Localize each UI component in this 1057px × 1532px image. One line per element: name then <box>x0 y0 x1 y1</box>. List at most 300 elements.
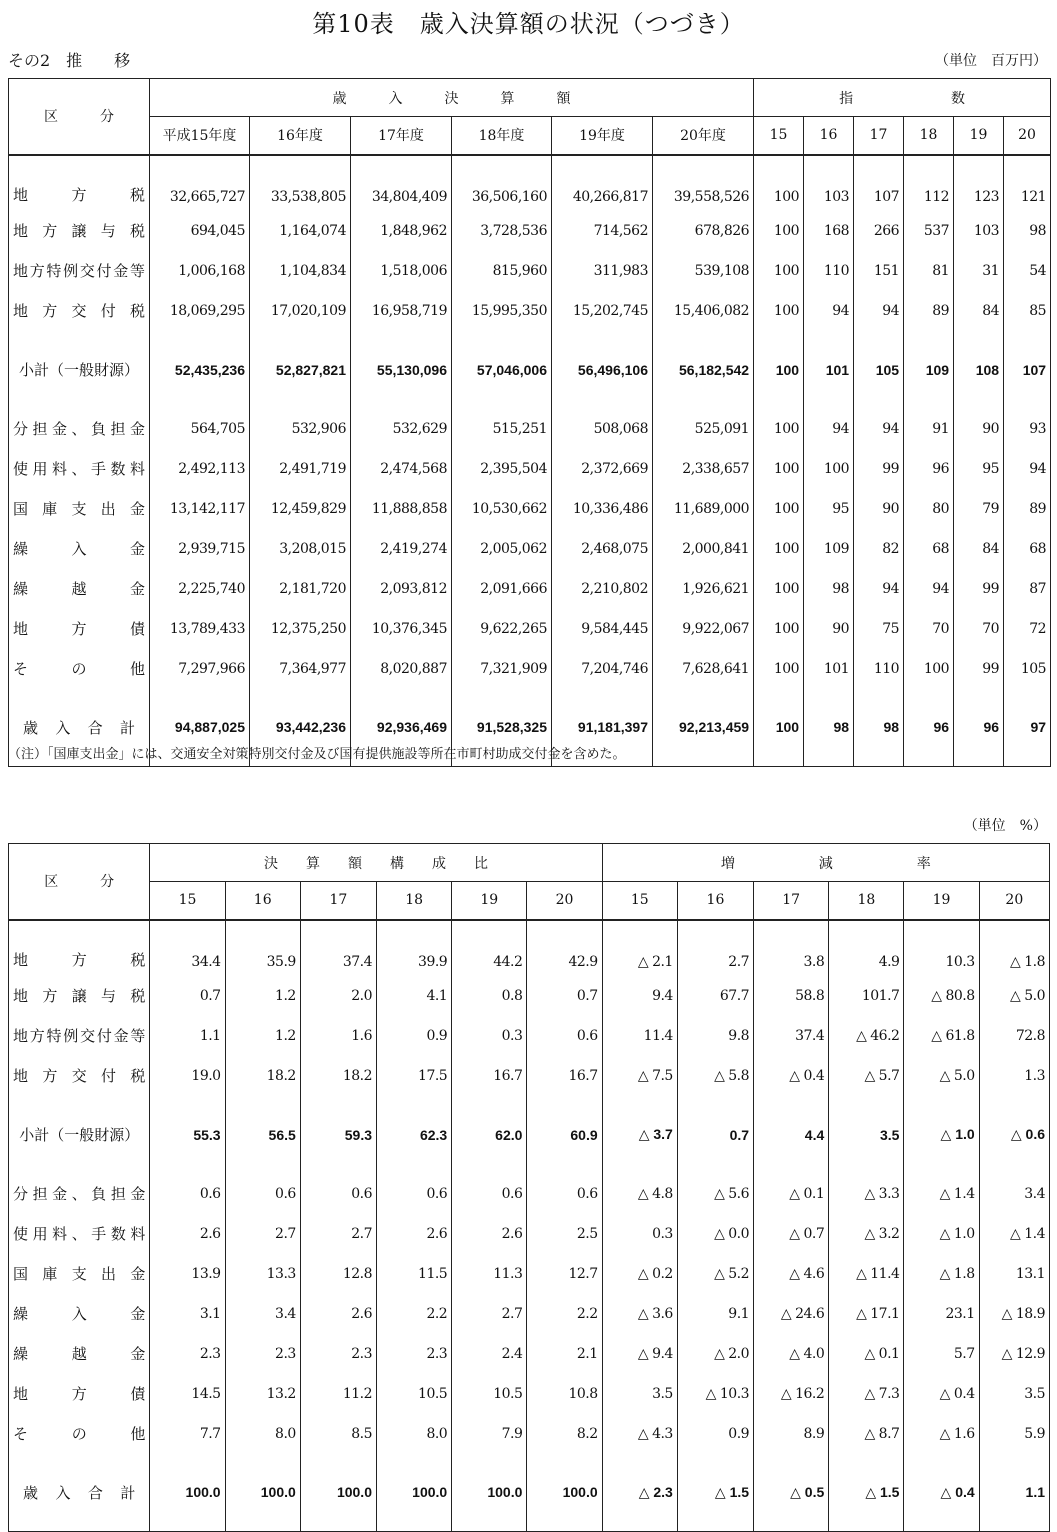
table-row <box>9 1056 1050 1096</box>
value-cell: 10,376,345 <box>351 609 452 649</box>
value-cell: △ 10.3 <box>677 1374 753 1414</box>
table-row <box>9 291 1051 331</box>
value-cell: 100.0 <box>150 1454 225 1532</box>
table-row <box>9 1096 1050 1174</box>
value-cell: 311,983 <box>552 251 653 291</box>
value-cell: △ 5.8 <box>677 1056 753 1096</box>
value-cell: 109 <box>904 331 954 409</box>
value-cell: △ 80.8 <box>904 976 979 1016</box>
value-cell: 11.3 <box>452 1254 527 1294</box>
value-cell: △ 4.3 <box>602 1414 677 1454</box>
value-cell: 508,068 <box>552 409 653 449</box>
table-row <box>9 1374 1050 1414</box>
value-cell: 72 <box>1004 609 1051 649</box>
value-cell: △ 4.0 <box>754 1334 829 1374</box>
value-cell: 94 <box>854 569 904 609</box>
value-cell: 2.4 <box>452 1334 527 1374</box>
value-cell: 100 <box>754 211 804 251</box>
value-cell: 2,181,720 <box>250 569 351 609</box>
value-cell: 100.0 <box>452 1454 527 1532</box>
column-header: 20 <box>1004 117 1051 155</box>
row-label: 小計（一般財源） <box>9 331 150 409</box>
value-cell: 35.9 <box>225 920 300 976</box>
value-cell: 7.7 <box>150 1414 225 1454</box>
column-header: 16 <box>677 882 753 920</box>
value-cell: 3.4 <box>979 1174 1049 1214</box>
value-cell: 564,705 <box>150 409 250 449</box>
value-cell: △ 2.3 <box>602 1454 677 1532</box>
value-cell: 2,492,113 <box>150 449 250 489</box>
value-cell: 694,045 <box>150 211 250 251</box>
group-header-index: 指 数 <box>754 79 1051 117</box>
column-header: 19 <box>904 882 979 920</box>
value-cell: 1.1 <box>979 1454 1049 1532</box>
value-cell: 7,364,977 <box>250 649 351 689</box>
value-cell: 1,164,074 <box>250 211 351 251</box>
row-label: 地 方 交 付 税 <box>9 1056 150 1096</box>
value-cell: 96 <box>904 689 954 767</box>
column-header: 20年度 <box>653 117 754 155</box>
value-cell: 0.6 <box>150 1174 225 1214</box>
row-label: 繰 越 金 <box>9 1334 150 1374</box>
value-cell: 532,629 <box>351 409 452 449</box>
value-cell: 94,887,025 <box>150 689 250 767</box>
table-row <box>9 1254 1050 1294</box>
value-cell: 13.3 <box>225 1254 300 1294</box>
value-cell: 10,530,662 <box>452 489 552 529</box>
row-label: 地 方 税 <box>9 155 150 211</box>
value-cell: 94 <box>854 291 904 331</box>
value-cell: 0.6 <box>527 1174 602 1214</box>
value-cell: 1.1 <box>150 1016 225 1056</box>
group-header-amount: 歳 入 決 算 額 <box>150 79 754 117</box>
row-label: 地 方 譲 与 税 <box>9 976 150 1016</box>
value-cell: 9.4 <box>602 976 677 1016</box>
value-cell: 0.6 <box>225 1174 300 1214</box>
value-cell: 70 <box>904 609 954 649</box>
value-cell: 18.2 <box>225 1056 300 1096</box>
value-cell: △ 4.8 <box>602 1174 677 1214</box>
value-cell: △ 5.0 <box>979 976 1049 1016</box>
value-cell: △ 46.2 <box>829 1016 904 1056</box>
table-row <box>9 251 1051 291</box>
value-cell: 0.7 <box>150 976 225 1016</box>
value-cell: 15,406,082 <box>653 291 754 331</box>
value-cell: △ 1.8 <box>979 920 1049 976</box>
value-cell: 1.3 <box>979 1056 1049 1096</box>
value-cell: 4.1 <box>377 976 452 1016</box>
value-cell: △ 2.0 <box>677 1334 753 1374</box>
value-cell: 87 <box>1004 569 1051 609</box>
value-cell: 3,208,015 <box>250 529 351 569</box>
value-cell: 2,093,812 <box>351 569 452 609</box>
row-label: 使用料、手数料 <box>9 449 150 489</box>
value-cell: 1,006,168 <box>150 251 250 291</box>
value-cell: 110 <box>804 251 854 291</box>
value-cell: 8.5 <box>300 1414 376 1454</box>
value-cell: 33,538,805 <box>250 155 351 211</box>
value-cell: 2.3 <box>300 1334 376 1374</box>
value-cell: 2.0 <box>300 976 376 1016</box>
value-cell: 11,888,858 <box>351 489 452 529</box>
value-cell: 99 <box>954 649 1004 689</box>
value-cell: △ 0.2 <box>602 1254 677 1294</box>
row-label: 地 方 交 付 税 <box>9 291 150 331</box>
value-cell: 56.5 <box>225 1096 300 1174</box>
table-row <box>9 1454 1050 1532</box>
value-cell: 2.7 <box>677 920 753 976</box>
value-cell: 0.7 <box>527 976 602 1016</box>
page-title: 第10表 歳入決算額の状況（つづき） <box>312 10 745 38</box>
table-row <box>9 569 1051 609</box>
value-cell: 100 <box>754 251 804 291</box>
table-row <box>9 449 1051 489</box>
column-header: 15 <box>754 117 804 155</box>
value-cell: 44.2 <box>452 920 527 976</box>
value-cell: 100.0 <box>300 1454 376 1532</box>
table2-unit: （単位 %） <box>963 818 1047 834</box>
value-cell: 12.7 <box>527 1254 602 1294</box>
value-cell: 2,395,504 <box>452 449 552 489</box>
value-cell: 90 <box>954 409 1004 449</box>
value-cell: 3.1 <box>150 1294 225 1334</box>
value-cell: △ 0.4 <box>904 1374 979 1414</box>
value-cell: 2.2 <box>527 1294 602 1334</box>
value-cell: 9.8 <box>677 1016 753 1056</box>
row-label: 使用料、手数料 <box>9 1214 150 1254</box>
value-cell: 100 <box>754 409 804 449</box>
value-cell: △ 1.5 <box>829 1454 904 1532</box>
value-cell: 2,225,740 <box>150 569 250 609</box>
value-cell: △ 0.4 <box>754 1056 829 1096</box>
value-cell: 37.4 <box>754 1016 829 1056</box>
ratio-table <box>8 843 1050 1532</box>
column-header: 15 <box>150 882 225 920</box>
value-cell: 90 <box>804 609 854 649</box>
value-cell: 9,922,067 <box>653 609 754 649</box>
value-cell: 2.6 <box>452 1214 527 1254</box>
value-cell: 55.3 <box>150 1096 225 1174</box>
value-cell: 1.2 <box>225 1016 300 1056</box>
value-cell: 17.5 <box>377 1056 452 1096</box>
value-cell: 9.1 <box>677 1294 753 1334</box>
value-cell: 68 <box>904 529 954 569</box>
table-row <box>9 1334 1050 1374</box>
value-cell: △ 4.6 <box>754 1254 829 1294</box>
value-cell: 103 <box>954 211 1004 251</box>
corner-header: 区 分 <box>9 79 150 155</box>
value-cell: △ 5.0 <box>904 1056 979 1096</box>
row-label: 地 方 税 <box>9 920 150 976</box>
value-cell: 92,213,459 <box>653 689 754 767</box>
value-cell: 2,091,666 <box>452 569 552 609</box>
value-cell: 168 <box>804 211 854 251</box>
value-cell: 11,689,000 <box>653 489 754 529</box>
value-cell: 1,926,621 <box>653 569 754 609</box>
column-header: 20 <box>527 882 602 920</box>
value-cell: 92,936,469 <box>351 689 452 767</box>
value-cell: △ 1.0 <box>904 1214 979 1254</box>
value-cell: △ 0.5 <box>754 1454 829 1532</box>
value-cell: 7,297,966 <box>150 649 250 689</box>
value-cell: △ 12.9 <box>979 1334 1049 1374</box>
value-cell: 0.3 <box>602 1214 677 1254</box>
value-cell: △ 0.1 <box>829 1334 904 1374</box>
value-cell: 95 <box>804 489 854 529</box>
column-header: 18 <box>904 117 954 155</box>
value-cell: 100 <box>754 155 804 211</box>
value-cell: 3.5 <box>979 1374 1049 1414</box>
value-cell: △ 11.4 <box>829 1254 904 1294</box>
value-cell: 94 <box>804 409 854 449</box>
value-cell: 9,584,445 <box>552 609 653 649</box>
value-cell: 10.5 <box>452 1374 527 1414</box>
value-cell: 0.3 <box>452 1016 527 1056</box>
column-header: 19 <box>452 882 527 920</box>
value-cell: △ 7.3 <box>829 1374 904 1414</box>
value-cell: 266 <box>854 211 904 251</box>
value-cell: 72.8 <box>979 1016 1049 1056</box>
value-cell: 4.9 <box>829 920 904 976</box>
value-cell: 7,321,909 <box>452 649 552 689</box>
value-cell: 32,665,727 <box>150 155 250 211</box>
value-cell: 2,491,719 <box>250 449 351 489</box>
value-cell: 10.3 <box>904 920 979 976</box>
value-cell: △ 0.0 <box>677 1214 753 1254</box>
value-cell: 103 <box>804 155 854 211</box>
table-row <box>9 211 1051 251</box>
value-cell: 100 <box>754 689 804 767</box>
value-cell: 15,202,745 <box>552 291 653 331</box>
value-cell: 2.3 <box>225 1334 300 1374</box>
value-cell: 62.3 <box>377 1096 452 1174</box>
value-cell: 2.6 <box>377 1214 452 1254</box>
row-label: 分担金、負担金 <box>9 409 150 449</box>
value-cell: 4.4 <box>754 1096 829 1174</box>
value-cell: 2.3 <box>377 1334 452 1374</box>
value-cell: 2.7 <box>300 1214 376 1254</box>
row-label: 地 方 債 <box>9 609 150 649</box>
value-cell: 99 <box>954 569 1004 609</box>
value-cell: 7,204,746 <box>552 649 653 689</box>
value-cell: 97 <box>1004 689 1051 767</box>
table1-unit: （単位 百万円） <box>935 53 1047 69</box>
value-cell: 8.0 <box>377 1414 452 1454</box>
value-cell: 100 <box>754 569 804 609</box>
value-cell: 40,266,817 <box>552 155 653 211</box>
value-cell: 93 <box>1004 409 1051 449</box>
value-cell: 31 <box>954 251 1004 291</box>
value-cell: 11.5 <box>377 1254 452 1294</box>
value-cell: 3.5 <box>829 1096 904 1174</box>
value-cell: 79 <box>954 489 1004 529</box>
value-cell: 90 <box>854 489 904 529</box>
column-header: 17 <box>754 882 829 920</box>
value-cell: 67.7 <box>677 976 753 1016</box>
value-cell: 80 <box>904 489 954 529</box>
value-cell: 678,826 <box>653 211 754 251</box>
value-cell: 59.3 <box>300 1096 376 1174</box>
row-label: 小計（一般財源） <box>9 1096 150 1174</box>
column-header: 17 <box>854 117 904 155</box>
value-cell: △ 61.8 <box>904 1016 979 1056</box>
table-row <box>9 331 1051 409</box>
value-cell: 39,558,526 <box>653 155 754 211</box>
value-cell: 13,142,117 <box>150 489 250 529</box>
row-label: そ の 他 <box>9 649 150 689</box>
value-cell: 539,108 <box>653 251 754 291</box>
value-cell: 11.2 <box>300 1374 376 1414</box>
value-cell: 84 <box>954 529 1004 569</box>
value-cell: 98 <box>854 689 904 767</box>
value-cell: 105 <box>854 331 904 409</box>
value-cell: 0.7 <box>677 1096 753 1174</box>
table-row <box>9 489 1051 529</box>
value-cell: 100 <box>754 291 804 331</box>
row-label: 地方特例交付金等 <box>9 1016 150 1056</box>
value-cell: 5.9 <box>979 1414 1049 1454</box>
value-cell: 2,939,715 <box>150 529 250 569</box>
value-cell: 108 <box>954 331 1004 409</box>
value-cell: 19.0 <box>150 1056 225 1096</box>
value-cell: 91,181,397 <box>552 689 653 767</box>
value-cell: 10.5 <box>377 1374 452 1414</box>
row-label: 地 方 債 <box>9 1374 150 1414</box>
table-row <box>9 649 1051 689</box>
column-header: 16 <box>225 882 300 920</box>
column-header: 20 <box>979 882 1049 920</box>
value-cell: 0.6 <box>377 1174 452 1214</box>
row-label: そ の 他 <box>9 1414 150 1454</box>
value-cell: 57,046,006 <box>452 331 552 409</box>
value-cell: 0.9 <box>677 1414 753 1454</box>
value-cell: 99 <box>854 449 904 489</box>
value-cell: △ 0.6 <box>979 1096 1049 1174</box>
value-cell: 70 <box>954 609 1004 649</box>
table-row <box>9 609 1051 649</box>
value-cell: 84 <box>954 291 1004 331</box>
value-cell: 16.7 <box>452 1056 527 1096</box>
value-cell: 18,069,295 <box>150 291 250 331</box>
value-cell: 107 <box>1004 331 1051 409</box>
group-header-change: 増 減 率 <box>602 844 1049 882</box>
value-cell: 100.0 <box>377 1454 452 1532</box>
value-cell: 85 <box>1004 291 1051 331</box>
row-label: 繰 入 金 <box>9 529 150 569</box>
value-cell: 532,906 <box>250 409 351 449</box>
row-label: 歳 入 合 計 <box>9 1454 150 1532</box>
value-cell: △ 1.4 <box>904 1174 979 1214</box>
value-cell: △ 1.8 <box>904 1254 979 1294</box>
value-cell: 52,435,236 <box>150 331 250 409</box>
value-cell: 515,251 <box>452 409 552 449</box>
value-cell: 100.0 <box>527 1454 602 1532</box>
column-header: 19 <box>954 117 1004 155</box>
value-cell: △ 3.7 <box>602 1096 677 1174</box>
value-cell: 2,000,841 <box>653 529 754 569</box>
group-header-ratio: 決 算 額 構 成 比 <box>150 844 602 882</box>
value-cell: 10.8 <box>527 1374 602 1414</box>
table-row <box>9 409 1051 449</box>
value-cell: △ 9.4 <box>602 1334 677 1374</box>
value-cell: 110 <box>854 649 904 689</box>
value-cell: 94 <box>854 409 904 449</box>
value-cell: 2,474,568 <box>351 449 452 489</box>
value-cell: 89 <box>1004 489 1051 529</box>
value-cell: 2.3 <box>150 1334 225 1374</box>
value-cell: 23.1 <box>904 1294 979 1334</box>
value-cell: 93,442,236 <box>250 689 351 767</box>
value-cell: 1,104,834 <box>250 251 351 291</box>
value-cell: 3.5 <box>602 1374 677 1414</box>
table-row <box>9 1174 1050 1214</box>
value-cell: 95 <box>954 449 1004 489</box>
column-header: 17年度 <box>351 117 452 155</box>
value-cell: 56,182,542 <box>653 331 754 409</box>
value-cell: 13.2 <box>225 1374 300 1414</box>
value-cell: 2,419,274 <box>351 529 452 569</box>
value-cell: △ 16.2 <box>754 1374 829 1414</box>
value-cell: △ 0.7 <box>754 1214 829 1254</box>
value-cell: 12,375,250 <box>250 609 351 649</box>
value-cell: △ 8.7 <box>829 1414 904 1454</box>
table-row <box>9 1294 1050 1334</box>
row-label: 繰 越 金 <box>9 569 150 609</box>
value-cell: 101 <box>804 331 854 409</box>
row-label: 繰 入 金 <box>9 1294 150 1334</box>
value-cell: △ 7.5 <box>602 1056 677 1096</box>
value-cell: 2.2 <box>377 1294 452 1334</box>
table-row <box>9 529 1051 569</box>
table-row <box>9 1016 1050 1056</box>
value-cell: 101.7 <box>829 976 904 1016</box>
footnote: （注）「国庫支出金」には、交通安全対策特別交付金及び国有提供施設等所在市町村助成交付金を含めた。 <box>8 747 626 762</box>
table-row <box>9 1414 1050 1454</box>
value-cell: 2.7 <box>225 1214 300 1254</box>
value-cell: 1.2 <box>225 976 300 1016</box>
value-cell: 81 <box>904 251 954 291</box>
value-cell: △ 1.5 <box>677 1454 753 1532</box>
value-cell: 2,372,669 <box>552 449 653 489</box>
value-cell: 0.6 <box>452 1174 527 1214</box>
value-cell: 3.8 <box>754 920 829 976</box>
value-cell: 8.0 <box>225 1414 300 1454</box>
value-cell: 1.6 <box>300 1016 376 1056</box>
column-header: 16 <box>804 117 854 155</box>
value-cell: 16,958,719 <box>351 291 452 331</box>
value-cell: 101 <box>804 649 854 689</box>
section-subtitle: その2 推 移 <box>8 51 131 70</box>
value-cell: 525,091 <box>653 409 754 449</box>
value-cell: △ 5.2 <box>677 1254 753 1294</box>
value-cell: 2,468,075 <box>552 529 653 569</box>
row-label: 歳 入 合 計 <box>9 689 150 767</box>
value-cell: △ 0.4 <box>904 1454 979 1532</box>
value-cell: 7.9 <box>452 1414 527 1454</box>
value-cell: 100 <box>804 449 854 489</box>
value-cell: 2,005,062 <box>452 529 552 569</box>
value-cell: 11.4 <box>602 1016 677 1056</box>
value-cell: 2.6 <box>150 1214 225 1254</box>
value-cell: 94 <box>904 569 954 609</box>
value-cell: △ 3.3 <box>829 1174 904 1214</box>
value-cell: 96 <box>904 449 954 489</box>
value-cell: 2,210,802 <box>552 569 653 609</box>
value-cell: △ 0.1 <box>754 1174 829 1214</box>
row-label: 分担金、負担金 <box>9 1174 150 1214</box>
value-cell: 13,789,433 <box>150 609 250 649</box>
value-cell: 0.6 <box>527 1016 602 1056</box>
